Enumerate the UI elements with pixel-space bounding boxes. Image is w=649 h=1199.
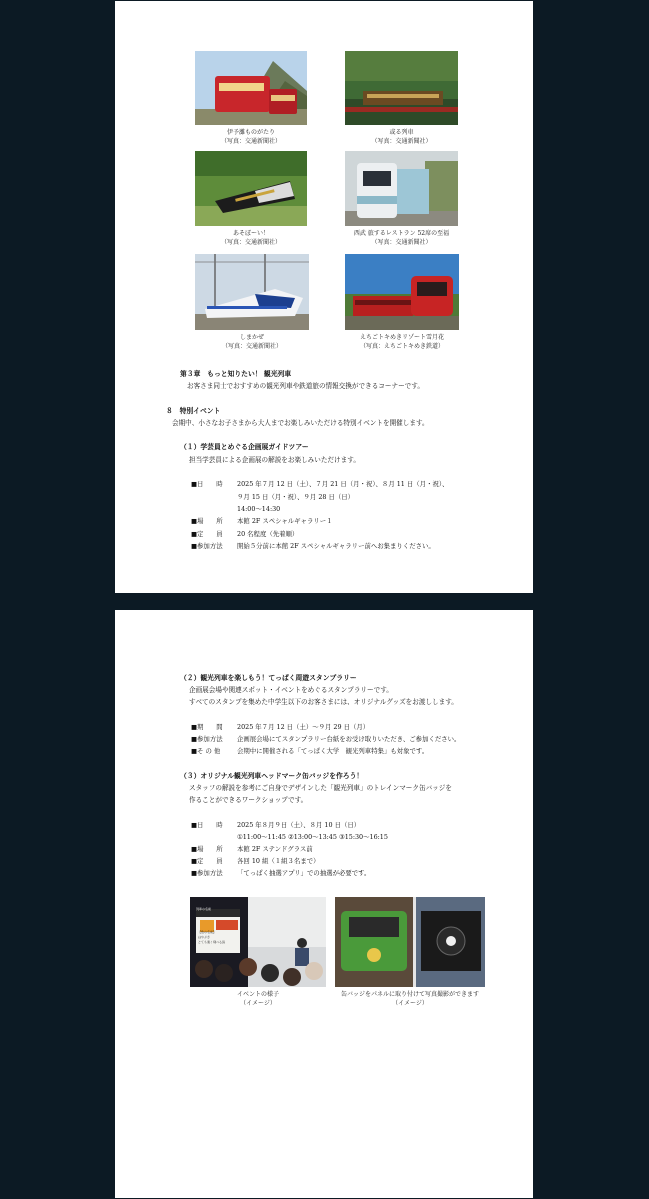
photo-badge-panels: [335, 897, 485, 987]
board-line2: はやぶさ: [198, 935, 211, 939]
event1-row-datetime-cont: [191, 493, 354, 502]
photo-setsugekka: [345, 254, 459, 330]
document-page-2: [115, 610, 533, 1198]
board-line3: とても速く飛べる鳥: [198, 940, 226, 944]
row-value: ①11:00～11:45 ②13:00～13:45 ③15:30～16:15: [237, 833, 388, 841]
section8-body: 会期中、小さなお子さまから大人までお楽しみいただける特別イベントを開催します。: [172, 419, 429, 427]
row-label: ■日 時: [191, 821, 223, 829]
row-value: 「てっぱく抽選アプリ」での抽選が必要です。: [237, 869, 371, 877]
event2-desc-line1: 企画展会場や関連スポット・イベントをめぐるスタンプラリーです。: [189, 686, 393, 694]
photo-caption: 伊予灘ものがたり: [226, 129, 275, 136]
photo-event-scene: [190, 897, 326, 987]
event1-row-method: [191, 542, 435, 551]
row-value: 開始５分前に本館 2F スペシャルギャラリー前へお集まりください。: [237, 542, 435, 550]
row-value: 20 名程度（先着順）: [237, 530, 299, 538]
event1-desc: 担当学芸員による企画展の解説をお楽しみいただけます。: [189, 456, 360, 464]
row-value: 本館 2F ステンドグラス前: [237, 845, 313, 853]
photo-caption: あそぼーい！: [232, 230, 269, 237]
event1-row-time: [191, 505, 280, 514]
photo-credit: （写真：交通新聞社）: [220, 138, 281, 145]
row-value: 本館 2F スペシャルギャラリー１: [237, 517, 333, 525]
photo-credit: （写真：交通新聞社）: [221, 343, 282, 350]
event3-row-sessions: [191, 833, 388, 842]
board-title: 列車の名前: [196, 907, 212, 911]
photo-caption: えちごトキめきリゾート雪月花: [359, 334, 444, 341]
row-value: 14:00～14:30: [237, 505, 281, 513]
row-value: ９月 15 日（月・祝）、９月 28 日（日）: [237, 493, 355, 501]
row-label: ■参加方法: [191, 735, 223, 743]
event3-row-capacity: [191, 857, 320, 866]
photo-caption: しまかぜ: [239, 334, 264, 341]
event3-row-method: [191, 869, 370, 878]
photo-caption: 西武 旅するレストラン 52席の至福: [353, 230, 450, 237]
row-label: ■場 所: [191, 845, 223, 853]
photo-shimakaze: [195, 254, 309, 330]
photo-credit: （イメージ）: [240, 1000, 276, 1007]
event1-title: （１）学芸員とめぐる企画展ガイドツアー: [180, 443, 309, 451]
photo-seibu: [345, 151, 458, 226]
event2-title: （２）観光列車を楽しもう！てっぱく周遊スタンプラリー: [180, 674, 357, 682]
chapter3-title: 第３章 もっと知りたい！ 観光列車: [180, 370, 292, 378]
row-label: ■場 所: [191, 517, 223, 525]
row-label: ■定 員: [191, 530, 223, 538]
row-label: ■そ の 他: [191, 747, 221, 755]
event3-row-datetime: [191, 821, 360, 830]
event1-row-place: [191, 517, 333, 526]
event3-desc-line2: 作ることができるワークショップです。: [189, 796, 308, 804]
photo-caption: イベントの様子: [236, 991, 279, 998]
photo-asoboy: [195, 151, 307, 226]
photo-iyonada: [195, 51, 307, 125]
photo-credit: （写真：交通新聞社）: [371, 138, 432, 145]
row-label: ■参加方法: [191, 542, 223, 550]
photo-credit: （イメージ）: [392, 1000, 428, 1007]
row-value: 企画展会場にてスタンプラリー台紙をお受け取りいただき、ご参加ください。: [237, 735, 461, 743]
event3-title: （３）オリジナル観光列車ヘッドマーク缶バッジを作ろう！: [180, 772, 364, 780]
event2-desc-line2: すべてのスタンプを集めた中学生以下のお客さまには、オリジナルグッズをお渡しします。: [189, 698, 458, 706]
row-value: 会期中に開催される「てっぱく大学 観光列車特集」も対象です。: [237, 747, 429, 755]
row-label: ■参加方法: [191, 869, 223, 877]
photo-credit: （写真：交通新聞社）: [371, 239, 432, 246]
chapter3-body: お客さま同士でおすすめの観光列車や鉄道旅の情報交換ができるコーナーです。: [187, 382, 424, 390]
event2-row-period: [191, 723, 369, 732]
event2-row-other: [191, 747, 428, 756]
event3-desc-line1: スタッフの解説を参考にご自身でデザインした「観光列車」のトレインマーク缶バッジを: [189, 784, 452, 792]
row-value: 各回 10 組（１組３名まで）: [237, 857, 320, 865]
row-label: ■定 員: [191, 857, 223, 865]
row-label: ■日 時: [191, 480, 223, 488]
row-value: 2025 年７月 12 日（土）、７月 21 日（月・祝）、８月 11 日（月・祝）、: [237, 480, 449, 488]
board-line1: 【魚の名前】: [198, 930, 217, 934]
row-value: 2025 年８月９日（土）、８月 10 日（日）: [237, 821, 361, 829]
photo-aru-ressha: [345, 51, 458, 125]
row-value: 2025 年７月 12 日（土）～９月 29 日（月）: [237, 723, 370, 731]
photo-credit: （写真：えちごトキめき鉄道）: [359, 343, 444, 350]
photo-caption: 或る列車: [389, 129, 414, 136]
photo-caption: 缶バッジをパネルに取り付けて写真撮影ができます: [340, 991, 479, 998]
row-label: ■期 間: [191, 723, 223, 731]
event1-row-capacity: [191, 530, 298, 539]
event2-row-method: [191, 735, 460, 744]
photo-credit: （写真：交通新聞社）: [220, 239, 281, 246]
section8-title: ８ 特別イベント: [166, 407, 221, 415]
document-page-1: [115, 1, 533, 593]
event3-row-place: [191, 845, 313, 854]
event1-row-datetime: [191, 480, 448, 489]
